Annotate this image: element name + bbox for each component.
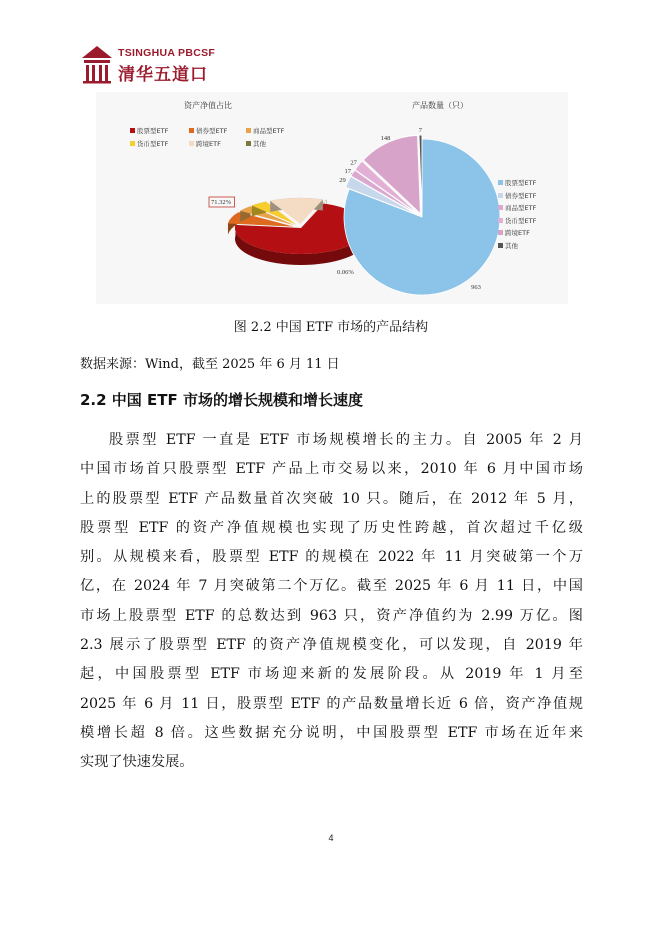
legend-2-label: 跨境ETF [505, 229, 530, 237]
paragraph-line: 中国市场首只股票型 ETF 产品上市交易以来，2010 年 6 月中国市场 [80, 461, 583, 478]
legend-2-label: 商品型ETF [505, 204, 537, 212]
legend-2-label: 债券型ETF [505, 191, 537, 200]
legend-1-label: 货币型ETF [137, 140, 169, 148]
figure-caption: 图 2.2 中国 ETF 市场的产品结构 [233, 320, 429, 335]
legend-2-swatch [498, 243, 503, 248]
paragraph-line: 起，中国股票型 ETF 市场迎来新的发展阶段。从 2019 年 1 月至 [80, 666, 583, 683]
paragraph-line: 别。从规模来看，股票型 ETF 的规模在 2022 年 11 月突破第一个万 [80, 549, 583, 566]
legend-2-swatch [498, 230, 503, 235]
body-paragraph [80, 426, 583, 778]
pie-2-label: 27 [350, 159, 357, 167]
legend-1-label: 股票型ETF [137, 127, 169, 135]
legend-2-item [498, 228, 530, 237]
data-source-note: 数据来源：Wind，截至 2025 年 6 月 11 日 [80, 357, 340, 372]
legend-2-label: 股票型ETF [505, 179, 537, 187]
logo-text-en: TSINGHUA PBCSF [118, 47, 216, 59]
legend-1-label: 跨境ETF [196, 140, 221, 148]
legend-2-item [498, 241, 518, 250]
logo-text-cn: 清华五道口 [118, 65, 208, 85]
pie-2-label: 963 [471, 284, 481, 291]
page-number: 4 [328, 833, 334, 843]
legend-2-swatch [498, 193, 503, 198]
legend-2-swatch [498, 180, 503, 185]
figure-panel [96, 92, 568, 304]
legend-2-item [498, 216, 536, 225]
paragraph-line: 模增长超 8 倍。这些数据充分说明，中国股票型 ETF 市场在近年来 [80, 724, 583, 741]
chart-1-title: 资产净值占比 [184, 101, 232, 110]
chart-2-title: 产品数量（只） [412, 101, 468, 110]
legend-1-label: 其他 [253, 140, 266, 148]
legend-2-label: 货币型ETF [505, 216, 537, 225]
paragraph-line: 市场上股票型 ETF 的总数达到 963 只，资产净值约为 2.99 万亿。图 [80, 607, 583, 624]
legend-2-item [498, 191, 536, 200]
paragraph-line: 2025 年 6 月 11 日，股票型 ETF 的产品数量增长近 6 倍，资产净值规 [80, 695, 583, 712]
legend-2-item [498, 178, 536, 187]
section-heading: 2.2 中国 ETF 市场的增长规模和增长速度 [80, 391, 363, 409]
paragraph-line: 亿，在 2024 年 7 月突破第二个万亿。截至 2025 年 6 月 11 日，中国 [80, 578, 583, 595]
pie-1-label: 0.06% [337, 269, 354, 276]
paragraph-line: 上的股票型 ETF 产品数量首次突破 10 只。随后，在 2012 年 5 月， [80, 490, 583, 507]
legend-2-swatch [498, 218, 503, 223]
paragraph-line: 实现了快速发展。 [80, 754, 194, 771]
paragraph-line: 股票型 ETF 的资产净值规模也实现了历史性跨越，首次超过千亿级 [80, 519, 583, 536]
legend-2-label: 其他 [505, 241, 518, 250]
pie-2-label: 7 [418, 127, 423, 135]
legend-2-swatch [498, 205, 503, 210]
pie-2-label: 148 [380, 134, 391, 142]
logo-mark-icon [80, 44, 114, 84]
legend-1-label: 商品型ETF [253, 127, 285, 135]
legend-1-label: 债券型ETF [196, 127, 228, 135]
paragraph-line: 股票型 ETF 一直是 ETF 市场规模增长的主力。自 2005 年 2 月 [109, 432, 583, 448]
pie-2-label: 29 [339, 177, 346, 185]
pie-1-label: 71.32% [211, 199, 232, 206]
header-logo [80, 44, 260, 86]
pie-2-label: 17 [344, 167, 351, 175]
paragraph-line: 2.3 展示了股票型 ETF 的资产净值规模变化，可以发现，自 2019 年 [80, 637, 583, 654]
legend-2-item [498, 203, 536, 212]
